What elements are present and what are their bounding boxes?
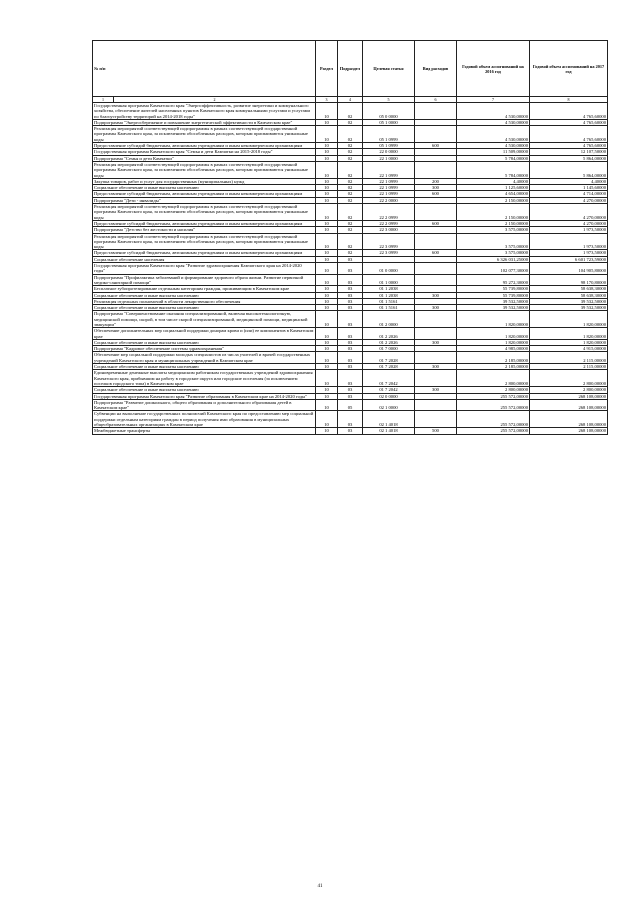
row-name: Закупка товаров, работ и услуг для государственных (муниципальных) нужд	[93, 178, 316, 184]
row-razdel: 10	[316, 178, 338, 184]
row-amount-2016: 4 654,00000	[457, 191, 530, 197]
row-podrazdel: 03	[338, 263, 363, 275]
row-amount-2016: 2 150,00000	[457, 197, 530, 203]
row-amount-2017: 268 108,00000	[530, 393, 608, 399]
row-amount-2016: 39 532,50000	[457, 305, 530, 311]
row-name: Социальное обеспечение и иные выплаты населению	[93, 387, 316, 393]
row-amount-2017: 1 820,00000	[530, 328, 608, 340]
row-razdel: 10	[316, 364, 338, 370]
row-podrazdel: 03	[338, 393, 363, 399]
row-amount-2017: 1 973,50000	[530, 233, 608, 250]
row-csr: 01 7 2028	[363, 364, 415, 370]
table-row	[93, 352, 608, 364]
row-vr: 300	[415, 292, 457, 298]
budget-table	[92, 40, 608, 435]
row-razdel: 10	[316, 411, 338, 428]
row-csr: 01 2 0000	[363, 311, 415, 328]
row-csr: 02 1 0000	[363, 399, 415, 411]
row-amount-2016: 3 575,00000	[457, 250, 530, 256]
row-amount-2017: 12 107,50000	[530, 149, 608, 155]
row-amount-2016: 2 800,00000	[457, 370, 530, 387]
row-csr: 22 1 0999	[363, 185, 415, 191]
row-csr: 01 0 0000	[363, 263, 415, 275]
row-razdel: 10	[316, 126, 338, 143]
row-amount-2017: 98 170,80000	[530, 274, 608, 286]
row-amount-2017: 4 915,00000	[530, 346, 608, 352]
row-name: Предоставление субсидий бюджетным, автономным учреждениям и иным некоммерческим организациям	[93, 250, 316, 256]
row-name: Подпрограмма "Кадровое обеспечение системы здравоохранения"	[93, 346, 316, 352]
row-amount-2016: 6 326 031,25000	[457, 256, 530, 262]
row-amount-2017: 268 108,00000	[530, 411, 608, 428]
row-csr: 05 0 0000	[363, 103, 415, 120]
row-amount-2017: 4 714,00000	[530, 191, 608, 197]
row-csr: 22 1 0999	[363, 161, 415, 178]
row-csr: 22 1 0999	[363, 191, 415, 197]
row-podrazdel: 02	[338, 204, 363, 221]
column-number: 6	[415, 97, 457, 103]
row-amount-2017: 39 532,50000	[530, 298, 608, 304]
row-razdel: 10	[316, 256, 338, 262]
row-amount-2017: 1 145,60000	[530, 185, 608, 191]
row-name: Реализация мероприятий соответствующей подпрограммы в рамках соответствующей государственной программы Камчатского края, за исключением обособленных расходов, которым присваиваются уникальные коды	[93, 233, 316, 250]
row-csr: 05 1 0999	[363, 126, 415, 143]
table-row	[93, 161, 608, 178]
row-podrazdel: 03	[338, 298, 363, 304]
row-razdel: 10	[316, 328, 338, 340]
row-amount-2016: 4 530,00000	[457, 143, 530, 149]
row-amount-2016: 4,40000	[457, 178, 530, 184]
row-razdel: 10	[316, 149, 338, 155]
row-podrazdel: 02	[338, 161, 363, 178]
row-csr: 01 7 2028	[363, 352, 415, 364]
row-name: Подпрограмма "Совершенствование оказания специализированной, включая высокотехнологичную, медицинской помощи, скорой, в том числе скорой специализированной, медицинской помощи, медицинской эвакуации"	[93, 311, 316, 328]
row-amount-2016: 4 985,00000	[457, 346, 530, 352]
row-amount-2017: 1 820,00000	[530, 339, 608, 345]
header-csr: Целевая статья	[363, 41, 415, 97]
row-vr: 600	[415, 143, 457, 149]
column-number: 5	[363, 97, 415, 103]
row-csr: 05 1 0999	[363, 143, 415, 149]
row-vr: 600	[415, 220, 457, 226]
column-number: 7	[457, 97, 530, 103]
row-csr: 22 2 0000	[363, 197, 415, 203]
row-amount-2017: 4 765,60000	[530, 119, 608, 125]
row-amount-2016: 255 572,00000	[457, 411, 530, 428]
row-amount-2016: 255 572,00000	[457, 399, 530, 411]
row-podrazdel: 02	[338, 227, 363, 233]
row-razdel: 10	[316, 399, 338, 411]
row-vr	[415, 411, 457, 428]
row-amount-2017: 5 864,00000	[530, 155, 608, 161]
row-csr: 01 1 5161	[363, 298, 415, 304]
row-csr: 01 7 2042	[363, 387, 415, 393]
row-amount-2017: 2 115,00000	[530, 352, 608, 364]
table-row	[93, 263, 608, 275]
row-name: Реализация мероприятий соответствующей подпрограммы в рамках соответствующей государственной программы Камчатского края, за исключением обособленных расходов, которым присваиваются уникальные коды	[93, 161, 316, 178]
row-amount-2017: 4,40000	[530, 178, 608, 184]
row-amount-2017: 4 765,60000	[530, 126, 608, 143]
row-csr: 22 2 0999	[363, 220, 415, 226]
row-vr	[415, 263, 457, 275]
row-podrazdel: 02	[338, 103, 363, 120]
row-podrazdel: 02	[338, 178, 363, 184]
row-razdel: 10	[316, 286, 338, 292]
row-podrazdel: 02	[338, 119, 363, 125]
row-amount-2016: 4 530,00000	[457, 119, 530, 125]
row-vr	[415, 161, 457, 178]
row-amount-2017: 1 820,00000	[530, 311, 608, 328]
row-razdel: 10	[316, 220, 338, 226]
row-podrazdel: 02	[338, 191, 363, 197]
row-amount-2017: 2 800,00000	[530, 387, 608, 393]
row-vr: 300	[415, 305, 457, 311]
row-amount-2016: 5 784,00000	[457, 161, 530, 178]
row-csr: 01 1 2038	[363, 292, 415, 298]
row-csr: 22 1 0000	[363, 155, 415, 161]
row-razdel: 10	[316, 428, 338, 434]
budget-table-container	[92, 40, 607, 435]
row-podrazdel: 03	[338, 328, 363, 340]
row-amount-2017: 104 905,80000	[530, 263, 608, 275]
row-razdel: 10	[316, 103, 338, 120]
row-csr: 22 0 0000	[363, 149, 415, 155]
row-csr: 02 1 4018	[363, 428, 415, 434]
row-csr: 01 7 2042	[363, 370, 415, 387]
row-vr: 300	[415, 185, 457, 191]
row-podrazdel: 03	[338, 292, 363, 298]
row-vr: 300	[415, 364, 457, 370]
row-podrazdel: 02	[338, 143, 363, 149]
table-row	[93, 311, 608, 328]
row-vr	[415, 328, 457, 340]
row-amount-2017: 268 108,00000	[530, 399, 608, 411]
row-podrazdel: 02	[338, 185, 363, 191]
row-name: Государственная программа Камчатского края "Развитие образования в Камчатском крае на 2014-2020 годы"	[93, 393, 316, 399]
row-podrazdel: 03	[338, 286, 363, 292]
row-csr: 01 2 2026	[363, 339, 415, 345]
table-row	[93, 370, 608, 387]
row-amount-2016: 11 509,00000	[457, 149, 530, 155]
row-razdel: 10	[316, 346, 338, 352]
table-row	[93, 411, 608, 428]
row-vr	[415, 103, 457, 120]
row-amount-2016: 3 575,00000	[457, 233, 530, 250]
row-vr: 600	[415, 191, 457, 197]
header-razdel: Раздел	[316, 41, 338, 97]
row-name: Межбюджетные трансферты	[93, 428, 316, 434]
row-podrazdel: 03	[338, 305, 363, 311]
table-row	[93, 204, 608, 221]
header-podrazdel: Подраздел	[338, 41, 363, 97]
row-amount-2016: 1 820,00000	[457, 328, 530, 340]
row-name: Предоставление субсидий бюджетным, автономным учреждениям и иным некоммерческим организациям	[93, 220, 316, 226]
row-name: Социальное обеспечение и иные выплаты населению	[93, 305, 316, 311]
row-name: Реализация мероприятий соответствующей подпрограммы в рамках соответствующей государственной программы Камчатского края, за исключением обособленных расходов, которым присваиваются уникальные коды	[93, 126, 316, 143]
row-amount-2017: 4 270,00000	[530, 204, 608, 221]
column-number-1: 1	[93, 97, 114, 102]
row-name: Предоставление субсидий бюджетным, автономным учреждениям и иным некоммерческим организациям	[93, 191, 316, 197]
row-name: Подпрограмма "Дети - инвалиды"	[93, 197, 316, 203]
row-csr: 22 3 0999	[363, 250, 415, 256]
row-razdel: 10	[316, 352, 338, 364]
row-amount-2016: 3 575,00000	[457, 227, 530, 233]
row-podrazdel: 03	[338, 311, 363, 328]
row-csr: 01 1 0000	[363, 274, 415, 286]
row-podrazdel: 02	[338, 197, 363, 203]
row-vr	[415, 370, 457, 387]
row-amount-2017: 2 115,00000	[530, 364, 608, 370]
row-razdel: 10	[316, 305, 338, 311]
header-2017: Годовой объем ассигнований на 2017 год	[530, 41, 608, 97]
row-amount-2016: 4 530,00000	[457, 126, 530, 143]
row-razdel: 10	[316, 292, 338, 298]
row-csr: 02 0 0000	[363, 393, 415, 399]
row-name: Подпрограмма "Детство без жестокости и насилия"	[93, 227, 316, 233]
row-name: Подпрограмма "Профилактика заболеваний и формирование здорового образа жизни. Развитие первичной медико-санитарной помощи"	[93, 274, 316, 286]
row-razdel: 10	[316, 197, 338, 203]
row-amount-2017: 5 864,00000	[530, 161, 608, 178]
row-name: Обеспечение дополнительных мер социальной поддержки донорам крови и (или) ее компонентов в Камчатском крае	[93, 328, 316, 340]
row-razdel: 10	[316, 298, 338, 304]
row-amount-2016: 102 077,30000	[457, 263, 530, 275]
row-amount-2017: 39 532,50000	[530, 305, 608, 311]
row-vr	[415, 233, 457, 250]
row-amount-2016: 1 820,00000	[457, 311, 530, 328]
row-vr: 500	[415, 428, 457, 434]
row-amount-2016: 2 800,00000	[457, 387, 530, 393]
row-vr: 300	[415, 387, 457, 393]
column-number: 4	[338, 97, 363, 103]
row-amount-2017: 1 973,50000	[530, 227, 608, 233]
row-vr	[415, 274, 457, 286]
row-amount-2016: 1 125,60000	[457, 185, 530, 191]
row-podrazdel: 03	[338, 428, 363, 434]
row-csr: 22 3 0999	[363, 233, 415, 250]
row-name: Реализация мероприятий соответствующей подпрограммы в рамках соответствующей государственной программы Камчатского края, за исключением обособленных расходов, которым присваиваются уникальные коды	[93, 204, 316, 221]
row-razdel: 10	[316, 185, 338, 191]
row-podrazdel: 03	[338, 352, 363, 364]
row-amount-2016: 4 530,00000	[457, 103, 530, 120]
row-csr: 22 1 0999	[363, 178, 415, 184]
row-name: Субвенции на выполнение государственных полномочий Камчатского края по предоставлению мер социальной поддержки отдельным категориям граждан в период получения ими образования в муниципальных общеобразовательных организациях в Камчатском крае	[93, 411, 316, 428]
row-name: Социальное обеспечение и иные выплаты населению	[93, 292, 316, 298]
row-name: Государственная программа Камчатского края "Семья и дети Камчатки на 2015-2018 годы"	[93, 149, 316, 155]
table-row	[93, 126, 608, 143]
column-number	[93, 97, 316, 103]
row-name: Реализация отдельных полномочий в области лекарственного обеспечения	[93, 298, 316, 304]
row-razdel: 10	[316, 233, 338, 250]
row-name: Социальное обеспечение и иные выплаты населению	[93, 364, 316, 370]
row-amount-2016: 2 185,00000	[457, 352, 530, 364]
row-razdel: 10	[316, 311, 338, 328]
row-podrazdel: 03	[338, 346, 363, 352]
row-podrazdel: 02	[338, 250, 363, 256]
row-name: Подпрограмма "Семья и дети Камчатки"	[93, 155, 316, 161]
row-vr	[415, 126, 457, 143]
page-number: 41	[317, 884, 323, 889]
row-vr: 600	[415, 250, 457, 256]
row-csr: 22 2 0999	[363, 204, 415, 221]
row-amount-2017: 4 270,00000	[530, 220, 608, 226]
column-number: 8	[530, 97, 608, 103]
row-vr	[415, 204, 457, 221]
row-csr: 01 2 2026	[363, 328, 415, 340]
row-amount-2017: 58 638,30000	[530, 292, 608, 298]
row-podrazdel: 03	[338, 387, 363, 393]
row-razdel: 10	[316, 227, 338, 233]
row-csr: 01 1 2038	[363, 286, 415, 292]
row-name: Социальное обеспечение населения	[93, 256, 316, 262]
column-number: 3	[316, 97, 338, 103]
row-podrazdel: 03	[338, 370, 363, 387]
row-amount-2017: 268 108,00000	[530, 428, 608, 434]
row-name: Единовременные денежные выплаты медицинским работникам государственных учреждений здравоохранения Камчатского края, прибывшим на работу в городские округа или городские поселения (за исключением поселков городского типа) в Камчатском крае	[93, 370, 316, 387]
row-amount-2016: 95 272,30000	[457, 274, 530, 286]
row-name: Бесплатное зубопротезирование отдельным категориям граждан, проживающим в Камчатском крае	[93, 286, 316, 292]
row-vr	[415, 352, 457, 364]
row-name: Предоставление субсидий бюджетным, автономным учреждениям и иным некоммерческим организациям	[93, 143, 316, 149]
row-razdel: 10	[316, 143, 338, 149]
table-row	[93, 328, 608, 340]
row-amount-2016: 2 185,00000	[457, 364, 530, 370]
row-amount-2016: 255 572,00000	[457, 428, 530, 434]
row-amount-2016: 55 739,80000	[457, 292, 530, 298]
row-csr: 01 7 0000	[363, 346, 415, 352]
row-amount-2016: 255 572,00000	[457, 393, 530, 399]
table-row	[93, 233, 608, 250]
row-podrazdel: 03	[338, 364, 363, 370]
table-row	[93, 274, 608, 286]
row-amount-2017: 6 601 723,59000	[530, 256, 608, 262]
row-name: Социальное обеспечение и иные выплаты населению	[93, 185, 316, 191]
row-amount-2017: 1 973,50000	[530, 250, 608, 256]
row-csr: 02 1 4018	[363, 411, 415, 428]
row-amount-2016: 5 784,00000	[457, 155, 530, 161]
row-amount-2016: 1 820,00000	[457, 339, 530, 345]
row-razdel: 10	[316, 274, 338, 286]
row-podrazdel: 02	[338, 233, 363, 250]
table-row	[93, 399, 608, 411]
row-name: Подпрограмма "Энергосбережение и повышение энергетической эффективности в Камчатском крае"	[93, 119, 316, 125]
row-razdel: 10	[316, 155, 338, 161]
row-razdel: 10	[316, 250, 338, 256]
row-vr	[415, 399, 457, 411]
row-name: Государственная программа Камчатского края "Развитие здравоохранения Камчатского края на 2014-2020 годы"	[93, 263, 316, 275]
header-row	[93, 41, 608, 97]
row-podrazdel: 03	[338, 339, 363, 345]
row-razdel: 10	[316, 393, 338, 399]
row-podrazdel: 02	[338, 155, 363, 161]
row-podrazdel: 02	[338, 126, 363, 143]
row-csr: 01 1 5161	[363, 305, 415, 311]
row-podrazdel: 02	[338, 149, 363, 155]
header-name: № п/п	[93, 41, 316, 97]
table-body	[93, 103, 608, 435]
row-name: Обеспечение мер социальной поддержки молодых специалистов из числа учителей и врачей государственных учреждений Камчатского края и муниципальных учреждений в Камчатском крае	[93, 352, 316, 364]
row-razdel: 10	[316, 119, 338, 125]
row-podrazdel: 02	[338, 220, 363, 226]
row-amount-2017: 2 800,00000	[530, 370, 608, 387]
row-vr: 300	[415, 339, 457, 345]
row-razdel: 10	[316, 370, 338, 387]
table-row	[93, 103, 608, 120]
row-vr	[415, 311, 457, 328]
row-amount-2017: 4 270,00000	[530, 197, 608, 203]
header-2016: Годовой объем ассигнований на 2016 год	[457, 41, 530, 97]
row-amount-2017: 4 765,60000	[530, 103, 608, 120]
row-razdel: 10	[316, 204, 338, 221]
row-razdel: 10	[316, 263, 338, 275]
header-vr: Вид расходов	[415, 41, 457, 97]
row-razdel: 10	[316, 339, 338, 345]
row-amount-2017: 58 638,30000	[530, 286, 608, 292]
row-amount-2016: 2 150,00000	[457, 220, 530, 226]
row-podrazdel: 03	[338, 411, 363, 428]
row-amount-2017: 4 765,60000	[530, 143, 608, 149]
row-name: Подпрограмма "Развитие дошкольного, общего образования и дополнительного образования детей в Камчатском крае"	[93, 399, 316, 411]
row-razdel: 10	[316, 161, 338, 178]
row-podrazdel: 03	[338, 256, 363, 262]
row-csr: 05 1 0000	[363, 119, 415, 125]
table-row	[93, 428, 608, 434]
row-amount-2016: 55 739,80000	[457, 286, 530, 292]
row-vr: 200	[415, 178, 457, 184]
row-name: Государственная программа Камчатского края "Энергоэффективность, развитие энергетики и коммунального хозяйства, обеспечение жителей населенных пунктов Камчатского края коммунальными услугами и услугами по благоустройству территорий на 2014-2018 годы"	[93, 103, 316, 120]
row-csr: 22 3 0000	[363, 227, 415, 233]
row-amount-2016: 2 150,00000	[457, 204, 530, 221]
column-number-2: 2	[213, 97, 216, 102]
row-amount-2016: 39 532,50000	[457, 298, 530, 304]
row-podrazdel: 03	[338, 274, 363, 286]
row-razdel: 10	[316, 191, 338, 197]
row-podrazdel: 05	[338, 399, 363, 411]
row-name: Социальное обеспечение и иные выплаты населению	[93, 339, 316, 345]
row-razdel: 10	[316, 387, 338, 393]
